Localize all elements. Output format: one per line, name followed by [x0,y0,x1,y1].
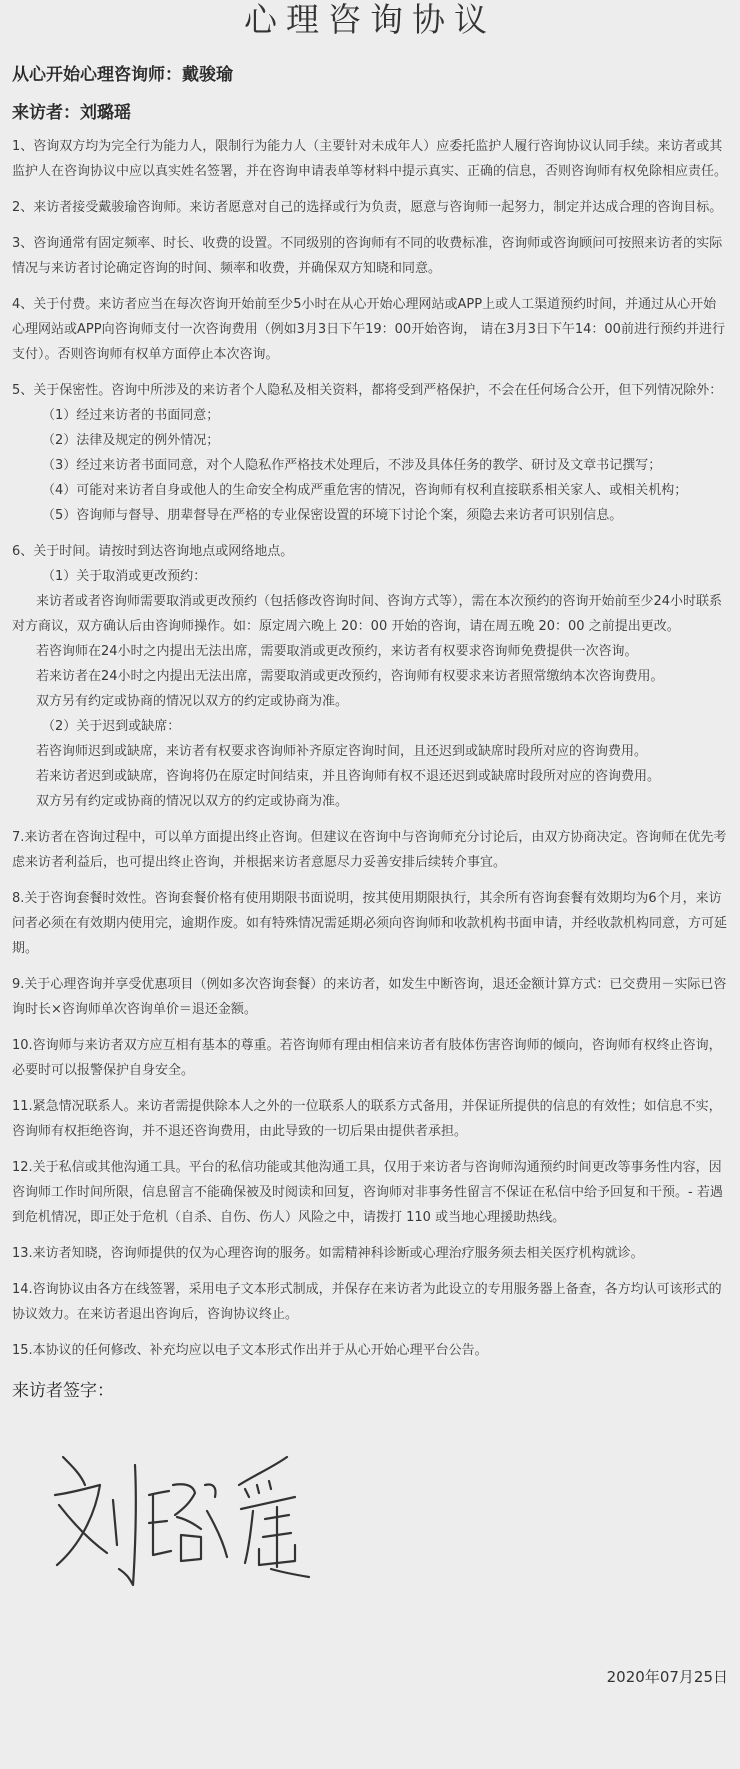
clause-6-intro: 6、关于时间。请按时到达咨询地点或网络地点。 [12,544,294,559]
clause-5-item: （2）法律及规定的例外情况； [42,433,220,448]
clause-14: 14.咨询协议由各方在线签署，采用电子文本形式制成，并保存在来访者为此设立的专用服务器上备查，各方均认可该形式的协议效力。在来访者退出咨询后，咨询协议终止。 [12,1282,722,1322]
clause-6-sub1-item: 若来访者在24小时之内提出无法出席，需要取消或更改预约，咨询师有权要求来访者照常缴纳本次咨询费用。 [36,669,664,684]
clause-5-item: （5）咨询师与督导、朋辈督导在严格的专业保密设置的环境下讨论个案，须隐去来访者可识别信息。 [42,508,623,523]
clause-6-sub2-title: （2）关于迟到或缺席： [42,719,181,734]
clause-6-sub2-item: 双方另有约定或协商的情况以双方的约定或协商为准。 [36,794,349,809]
clause-1: 1、咨询双方均为完全行为能力人，限制行为能力人（主要针对未成年人）应委托监护人履行咨询协议认同手续。来访者或其监护人在咨询协议中应以真实姓名签署，并在咨询申请表单等材料中提示真实、正确的信息，否则咨询师有权免除相应责任。 [12,139,728,179]
clause-2: 2、来访者接受戴骏瑜咨询师。来访者愿意对自己的选择或行为负责，愿意与咨询师一起努力，制定并达成合理的咨询目标。 [12,200,723,215]
clause-5-item: （4）可能对来访者自身或他人的生命安全构成严重危害的情况，咨询师有权利直接联系相关家人、或相关机构； [42,483,688,498]
page-title: 心理咨询协议 [244,0,496,39]
clause-9: 9.关于心理咨询并享受优惠项目（例如多次咨询套餐）的来访者，如发生中断咨询，退还金额计算方式：已交费用－实际已咨询时长×咨询师单次咨询单价＝退还金额。 [12,977,727,1017]
signing-date: 2020年07月25日 [606,1668,728,1686]
clause-8: 8.关于咨询套餐时效性。咨询套餐价格有使用期限书面说明，按其使用期限执行，其余所有咨询套餐有效期均为6个月，来访问者必须在有效期内使用完，逾期作废。如有特殊情况需延期必须向咨询师和收款机构书面申请，并经收款机构同意，方可延期。 [12,891,728,956]
handwritten-signature [45,1445,325,1595]
clause-7: 7.来访者在咨询过程中，可以单方面提出终止咨询。但建议在咨询中与咨询师充分讨论后，由双方协商决定。咨询师在优先考虑来访者利益后，也可提出终止咨询，并根据来访者意愿尽力妥善安排后续转介事宜。 [12,830,727,870]
clause-6-sub2-item: 若来访者迟到或缺席，咨询将仍在原定时间结束，并且咨询师有权不退还迟到或缺席时段所对应的咨询费用。 [36,769,661,784]
clause-11: 11.紧急情况联系人。来访者需提供除本人之外的一位联系人的联系方式备用，并保证所提供的信息的有效性；如信息不实，咨询师有权拒绝咨询，并不退还咨询费用，由此导致的一切后果由提供者承担。 [12,1099,722,1139]
clause-5-item: （3）经过来访者书面同意，对个人隐私作严格技术处理后，不涉及具体任务的教学、研讨及文章书记撰写； [42,458,662,473]
agreement-body [12,134,728,1374]
clause-5-intro: 5、关于保密性。咨询中所涉及的来访者个人隐私及相关资料，都将受到严格保护，不会在任何场合公开，但下列情况除外： [12,383,723,398]
visitor-line: 来访者：刘璐瑶 [12,103,131,123]
clause-6-sub1-title: （1）关于取消或更改预约： [42,569,207,584]
clause-6-sub1-text: 来访者或者咨询师需要取消或更改预约（包括修改咨询时间、咨询方式等），需在本次预约的咨询开始前至少24小时联系对方商议，双方确认后由咨询师操作。如：原定周六晚上 20：00 开始的咨询，请在周五晚 20：00 之前提出更改。 [12,594,723,634]
counselor-line: 从心开始心理咨询师：戴骏瑜 [12,65,233,85]
clause-6-sub2-item: 若咨询师迟到或缺席，来访者有权要求咨询师补齐原定咨询时间，且还迟到或缺席时段所对应的咨询费用。 [36,744,648,759]
clause-4: 4、关于付费。来访者应当在每次咨询开始前至少5小时在从心开始心理网站或APP上或人工渠道预约时间，并通过从心开始心理网站或APP向咨询师支付一次咨询费用（例如3月3日下午19：00开始咨询， 请在3月3日下午14：00前进行预约并进行支付）。否则咨询师有权单方面停止本次咨询。 [12,297,725,362]
clause-10: 10.咨询师与来访者双方应互相有基本的尊重。若咨询师有理由相信来访者有肢体伤害咨询师的倾向，咨询师有权终止咨询， 必要时可以报警保护自身安全。 [12,1038,722,1078]
clause-5-item: （1）经过来访者的书面同意； [42,408,220,423]
signature-label: 来访者签字： [12,1381,114,1401]
clause-6-sub1-item: 双方另有约定或协商的情况以双方的约定或协商为准。 [36,694,349,709]
clause-6 [12,539,728,814]
clause-6-sub1-item: 若咨询师在24小时之内提出无法出席，需要取消或更改预约，来访者有权要求咨询师免费提供一次咨询。 [36,644,638,659]
clause-3: 3、咨询通常有固定频率、时长、收费的设置。不同级别的咨询师有不同的收费标准，咨询师或咨询顾问可按照来访者的实际情况与来访者讨论确定咨询的时间、频率和收费，并确保双方知晓和同意。 [12,236,723,276]
clause-15: 15.本协议的任何修改、补充均应以电子文本形式作出并于从心开始心理平台公告。 [12,1343,488,1358]
clause-5 [12,378,728,528]
clause-13: 13.来访者知晓，咨询师提供的仅为心理咨询的服务。如需精神科诊断或心理治疗服务须去相关医疗机构就诊。 [12,1246,644,1261]
clause-12: 12.关于私信或其他沟通工具。平台的私信功能或其他沟通工具，仅用于来访者与咨询师沟通预约时间更改等事务性内容，因咨询师工作时间所限，信息留言不能确保被及时阅读和回复，咨询师对非事务性留言不保证在私信中给予回复和干预。- 若遇到危机情况，即正处于危机（自杀、自伤、伤人）风险之中，请拨打 110 或当地心理援助热线。 [12,1160,723,1225]
